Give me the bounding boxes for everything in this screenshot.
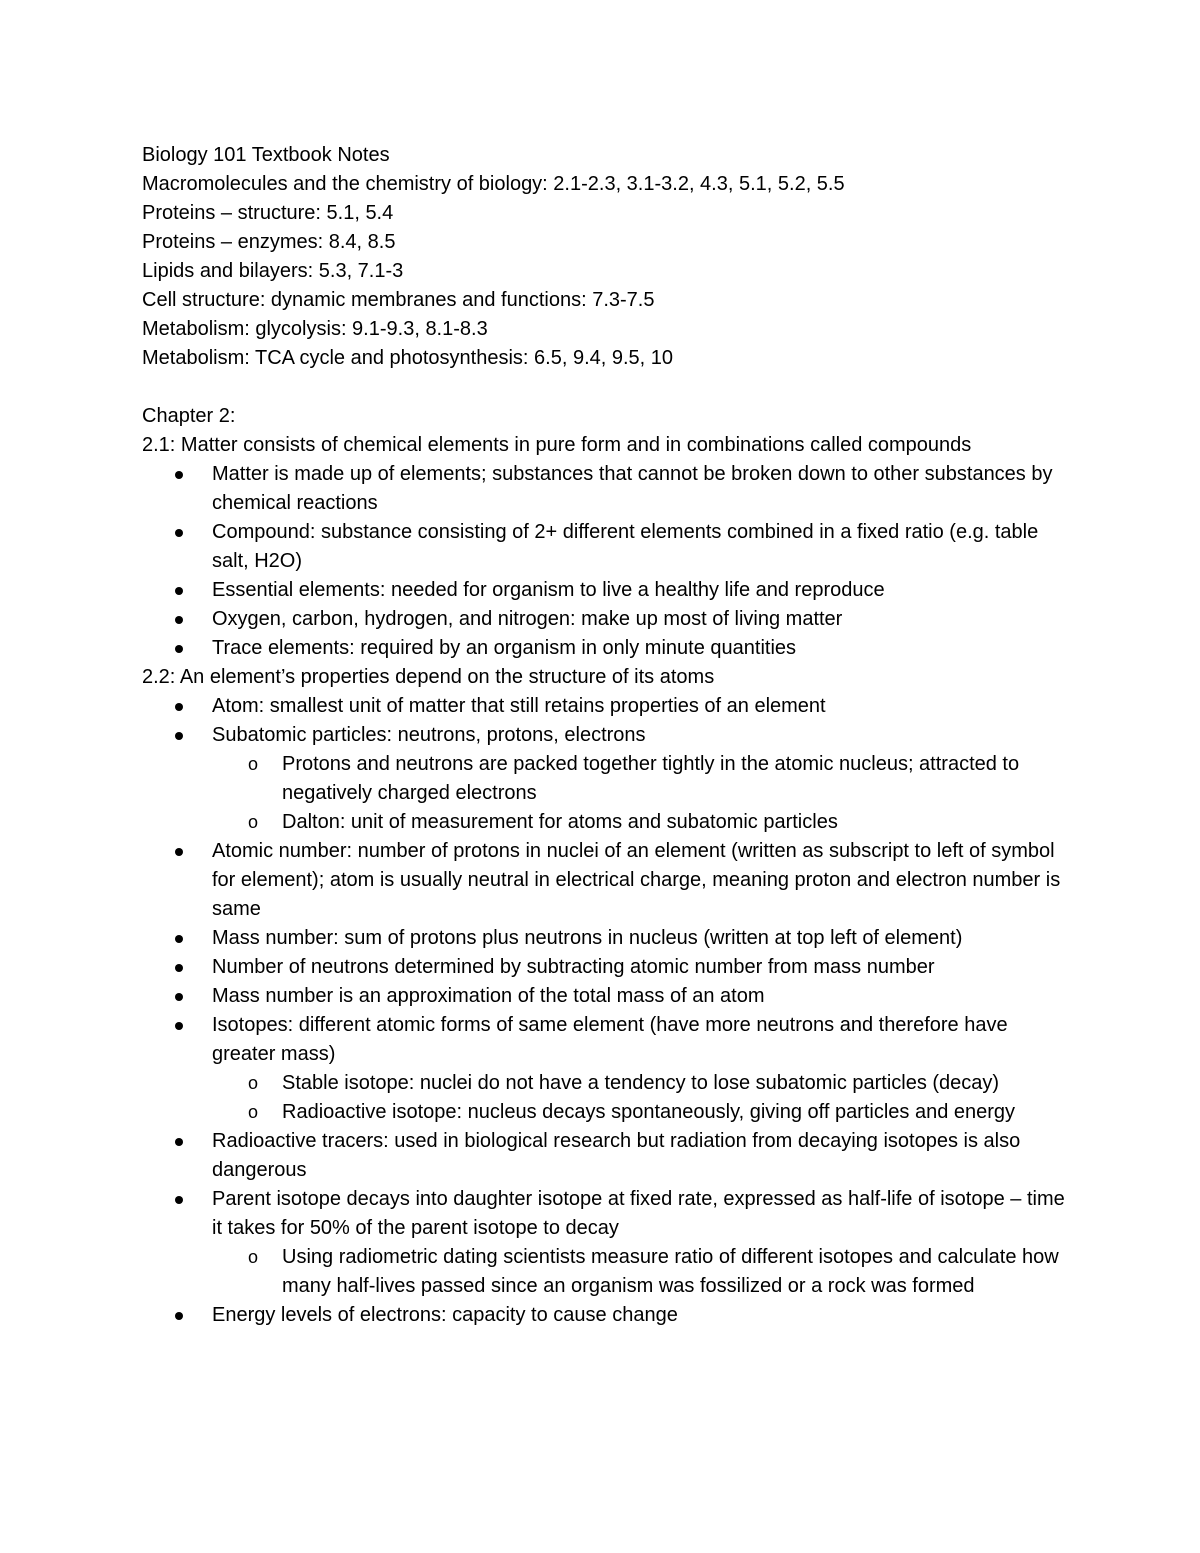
bullet-icon — [175, 732, 183, 740]
bullet-icon — [175, 1196, 183, 1204]
list-item: Atomic number: number of protons in nuclei of an element (written as subscript to left of symbol for element); atom is usually neutral in electrical charge, meaning proton and electron number is same — [142, 837, 1072, 924]
document-title: Biology 101 Textbook Notes — [142, 144, 390, 166]
bullet-icon — [175, 616, 183, 624]
list-item: Compound: substance consisting of 2+ different elements combined in a fixed ratio (e.g. table salt, H2O) — [142, 518, 1072, 576]
bullet-icon — [175, 964, 183, 972]
document-page — [142, 141, 1072, 1330]
topic-line: Macromolecules and the chemistry of biology: 2.1-2.3, 3.1-3.2, 4.3, 5.1, 5.2, 5.5 — [142, 173, 845, 195]
section-heading-2-1: 2.1: Matter consists of chemical elements in pure form and in combinations called compounds — [142, 434, 972, 456]
list-item: Oxygen, carbon, hydrogen, and nitrogen: make up most of living matter — [142, 605, 1072, 634]
list-item: Energy levels of electrons: capacity to cause change — [142, 1301, 1072, 1330]
list-item: Essential elements: needed for organism to live a healthy life and reproduce — [142, 576, 1072, 605]
list-item: Parent isotope decays into daughter isotope at fixed rate, expressed as half-life of isotope – time it takes for 50% of the parent isotope to decay o Using radiometric dating scientists measure ratio of different isotopes and calculate how many half-lives passed since an organism was fossilized or a rock was formed — [142, 1185, 1072, 1301]
blank-line — [142, 373, 1072, 402]
section-2-2-list — [142, 692, 1072, 1330]
list-item: Mass number is an approximation of the total mass of an atom — [142, 982, 1072, 1011]
sub-list-item: o Protons and neutrons are packed together tightly in the atomic nucleus; attracted to negatively charged electrons — [212, 750, 1072, 808]
topic-line: Proteins – enzymes: 8.4, 8.5 — [142, 231, 396, 253]
sub-bullet-icon: o — [248, 1073, 259, 1093]
sub-bullet-icon: o — [248, 1102, 259, 1122]
list-item: Matter is made up of elements; substances that cannot be broken down to other substances by chemical reactions — [142, 460, 1072, 518]
topic-line: Cell structure: dynamic membranes and functions: 7.3-7.5 — [142, 289, 655, 311]
section-2-1-list — [142, 460, 1072, 663]
bullet-icon — [175, 587, 183, 595]
sub-list — [212, 1243, 1072, 1301]
sub-list — [212, 1069, 1072, 1127]
list-item: Mass number: sum of protons plus neutrons in nucleus (written at top left of element) — [142, 924, 1072, 953]
sub-bullet-icon: o — [248, 1247, 259, 1267]
sub-bullet-icon: o — [248, 812, 259, 832]
topic-line: Metabolism: glycolysis: 9.1-9.3, 8.1-8.3 — [142, 318, 488, 340]
list-item: Number of neutrons determined by subtracting atomic number from mass number — [142, 953, 1072, 982]
list-item: Subatomic particles: neutrons, protons, electrons o Protons and neutrons are packed together tightly in the atomic nucleus; attracted to negatively charged electrons o Dalton: unit of measurement for atoms and subatomic particles — [142, 721, 1072, 837]
topic-line: Metabolism: TCA cycle and photosynthesis: 6.5, 9.4, 9.5, 10 — [142, 347, 674, 369]
sub-list-item: o Stable isotope: nuclei do not have a tendency to lose subatomic particles (decay) — [212, 1069, 1072, 1098]
sub-list-item: o Radioactive isotope: nucleus decays spontaneously, giving off particles and energy — [212, 1098, 1072, 1127]
sub-list-item: o Using radiometric dating scientists measure ratio of different isotopes and calculate how many half-lives passed since an organism was fossilized or a rock was formed — [212, 1243, 1072, 1301]
topic-line: Proteins – structure: 5.1, 5.4 — [142, 202, 394, 224]
list-item: Trace elements: required by an organism in only minute quantities — [142, 634, 1072, 663]
section-heading-2-2: 2.2: An element’s properties depend on the structure of its atoms — [142, 666, 715, 688]
bullet-icon — [175, 1138, 183, 1146]
bullet-icon — [175, 935, 183, 943]
bullet-icon — [175, 1022, 183, 1030]
list-item: Isotopes: different atomic forms of same element (have more neutrons and therefore have greater mass) o Stable isotope: nuclei do not have a tendency to lose subatomic particles (decay) o Radioactive isotope: nucleus decays spontaneously, giving off particles and energy — [142, 1011, 1072, 1127]
bullet-icon — [175, 1312, 183, 1320]
list-item: Atom: smallest unit of matter that still retains properties of an element — [142, 692, 1072, 721]
sub-list-item: o Dalton: unit of measurement for atoms and subatomic particles — [212, 808, 1072, 837]
sub-list — [212, 750, 1072, 837]
bullet-icon — [175, 848, 183, 856]
bullet-icon — [175, 703, 183, 711]
topic-line: Lipids and bilayers: 5.3, 7.1-3 — [142, 260, 404, 282]
chapter-heading: Chapter 2: — [142, 405, 236, 427]
sub-bullet-icon: o — [248, 754, 259, 774]
list-item: Radioactive tracers: used in biological research but radiation from decaying isotopes is also dangerous — [142, 1127, 1072, 1185]
bullet-icon — [175, 529, 183, 537]
bullet-icon — [175, 471, 183, 479]
bullet-icon — [175, 645, 183, 653]
bullet-icon — [175, 993, 183, 1001]
